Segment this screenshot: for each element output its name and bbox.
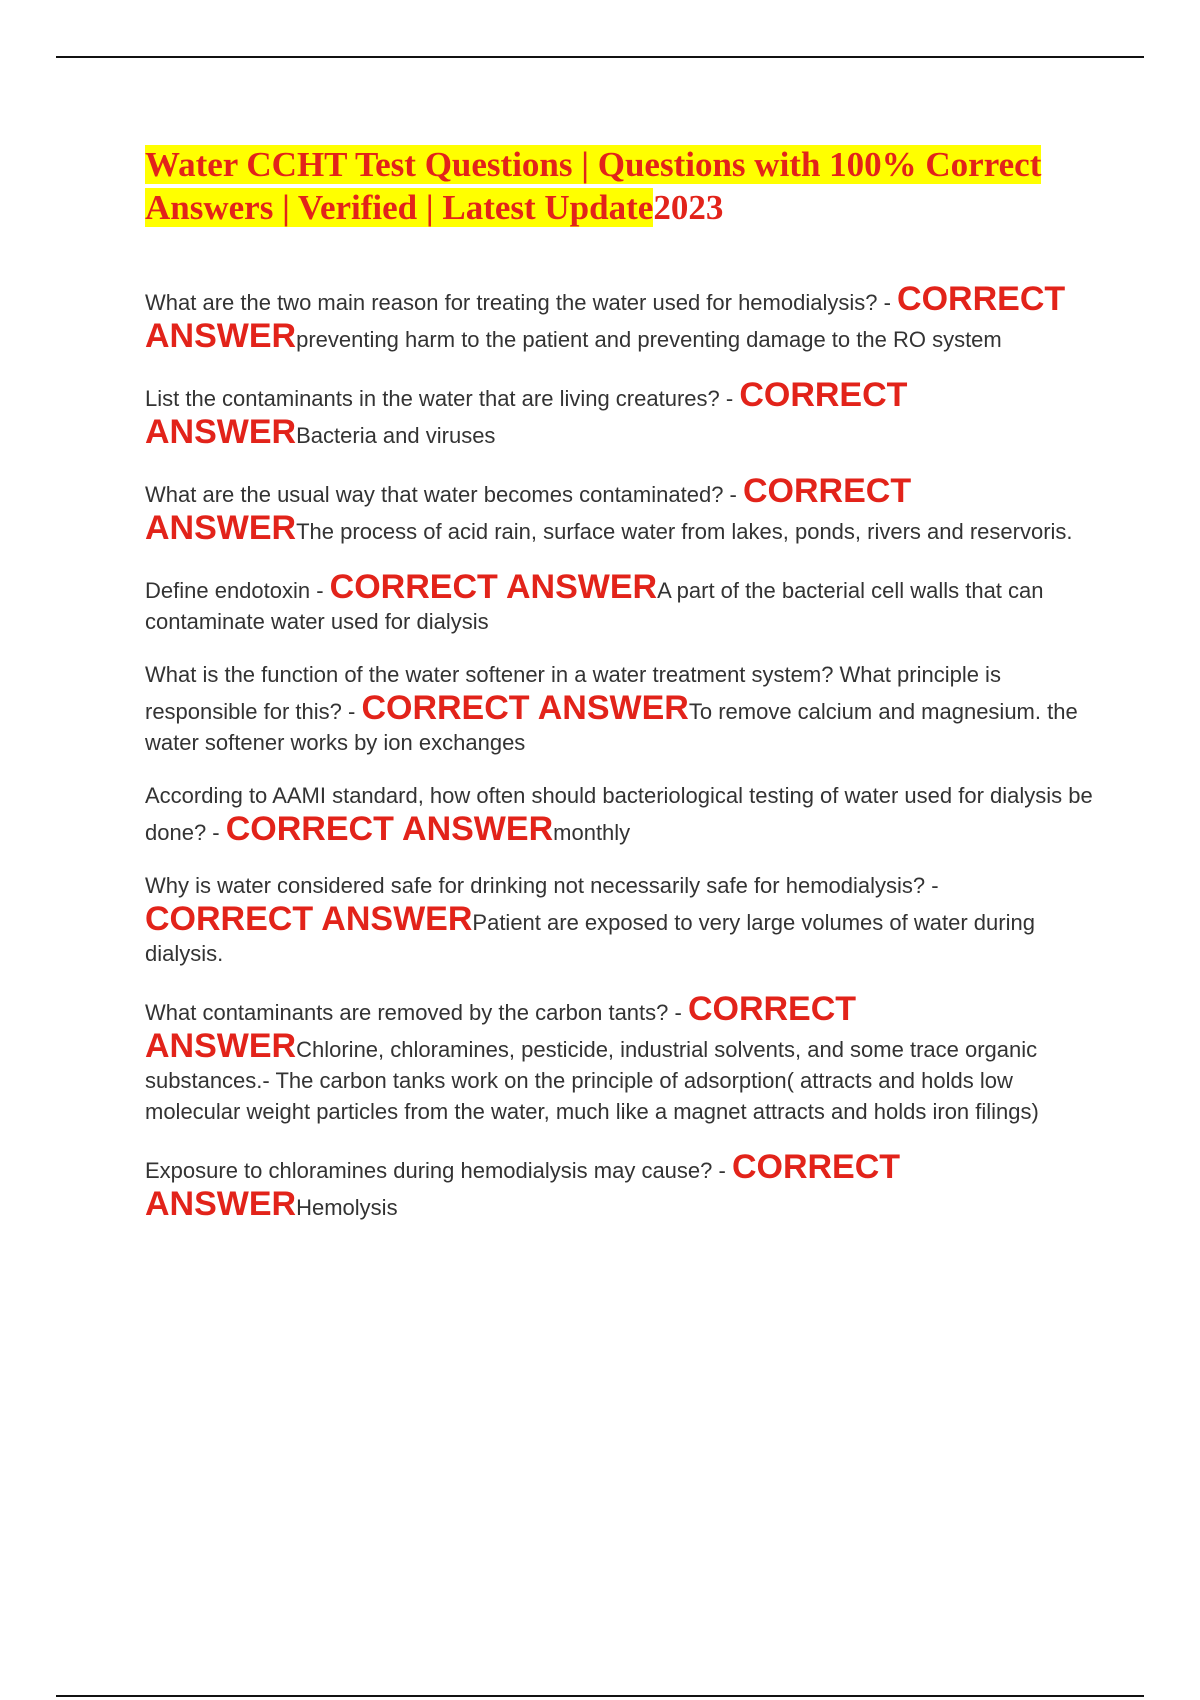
question-text: What are the usual way that water becomes contaminated? - — [145, 482, 743, 507]
question-text: Exposure to chloramines during hemodialysis may cause? - — [145, 1158, 732, 1183]
question-text: What is the function of the water softener in a water treatment system? What principle is responsible for this? - — [145, 662, 1001, 724]
correct-answer-label: CORRECT ANSWER — [361, 689, 689, 727]
qa-item — [145, 870, 1095, 969]
answer-text: Chlorine, chloramines, pesticide, industrial solvents, and some trace organic substances.- The carbon tanks work on the principle of adsorption( attracts and holds low molecular weight particles from the water, much like a magnet attracts and holds iron filings) — [145, 1037, 1039, 1124]
question-text: Why is water considered safe for drinking not necessarily safe for hemodialysis? - — [145, 873, 939, 898]
qa-item — [145, 569, 1095, 637]
answer-text: The process of acid rain, surface water from lakes, ponds, rivers and reservoris. — [296, 519, 1073, 544]
correct-answer-label: CORRECT ANSWER — [329, 568, 658, 606]
correct-answer-label: CORRECT ANSWER — [145, 376, 908, 451]
correct-answer-label: CORRECT ANSWER — [145, 1148, 901, 1223]
qa-item — [145, 1149, 1095, 1223]
qa-item — [145, 377, 1095, 451]
correct-answer-label: CORRECT ANSWER — [145, 900, 473, 938]
document-body — [145, 143, 1095, 1245]
qa-item — [145, 991, 1095, 1127]
answer-text: preventing harm to the patient and preventing damage to the RO system — [296, 327, 1002, 352]
title-year: 2023 — [653, 188, 724, 227]
answer-text: Hemolysis — [296, 1195, 398, 1220]
question-text: List the contaminants in the water that are living creatures? - — [145, 386, 740, 411]
qa-item — [145, 780, 1095, 848]
question-text: What are the two main reason for treating the water used for hemodialysis? - — [145, 290, 898, 315]
question-text: According to AAMI standard, how often should bacteriological testing of water used for dialysis be done? - — [145, 783, 1093, 845]
correct-answer-label: CORRECT ANSWER — [145, 990, 857, 1065]
qa-item — [145, 473, 1095, 547]
correct-answer-label: CORRECT ANSWER — [145, 280, 1066, 355]
title-highlighted: Water CCHT Test Questions | Questions with 100% Correct Answers | Verified | Latest Update — [145, 145, 1042, 227]
answer-text: A part of the bacterial cell walls that can contaminate water used for dialysis — [145, 578, 1044, 634]
correct-answer-label: CORRECT ANSWER — [225, 810, 554, 848]
answer-text: To remove calcium and magnesium. the water softener works by ion exchanges — [145, 699, 1078, 755]
document-title — [145, 143, 1095, 229]
correct-answer-label: CORRECT ANSWER — [145, 472, 912, 547]
qa-item — [145, 659, 1095, 758]
answer-text: Patient are exposed to very large volumes of water during dialysis. — [145, 910, 1035, 966]
qa-item — [145, 281, 1095, 355]
question-text: What contaminants are removed by the carbon tants? - — [145, 1000, 688, 1025]
bottom-rule — [56, 1695, 1144, 1697]
question-text: Define endotoxin - — [145, 578, 330, 603]
top-rule — [56, 56, 1144, 58]
answer-text: monthly — [553, 820, 631, 845]
answer-text: Bacteria and viruses — [296, 423, 496, 448]
